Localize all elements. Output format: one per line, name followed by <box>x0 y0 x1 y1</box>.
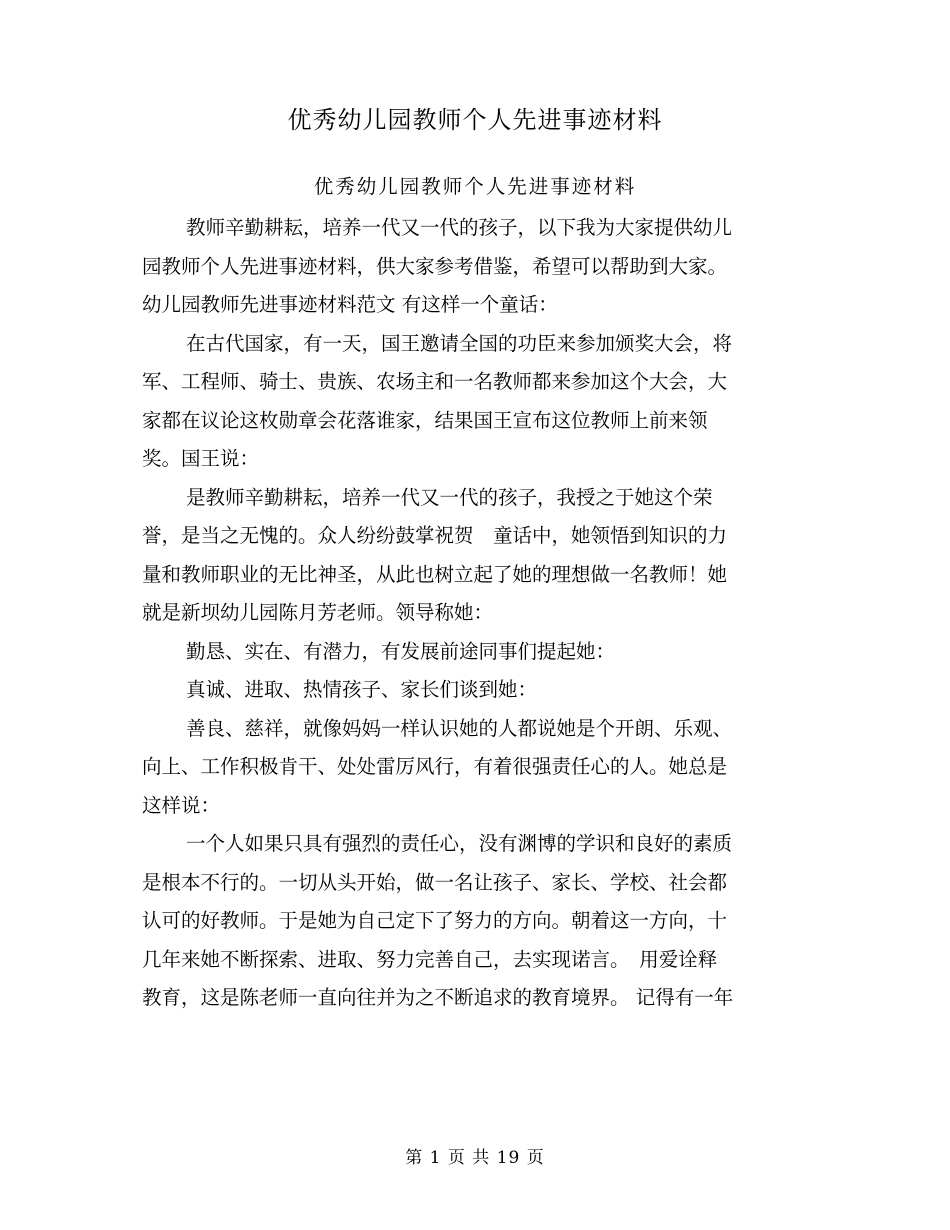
document-title: 优秀幼儿园教师个人先进事迹材料 <box>287 106 663 134</box>
body-line: 善良、慈祥，就像妈妈一样认识她的人都说她是个开朗、乐观、 <box>186 716 733 740</box>
body-line: 奖。国王说： <box>142 447 260 470</box>
page-footer: 第 1 页 共 19 页 <box>405 1148 545 1168</box>
body-line: 勤恳、实在、有潜力，有发展前途同事们提起她： <box>186 639 616 663</box>
body-line: 教师辛勤耕耘，培养一代又一代的孩子，以下我为大家提供幼儿 <box>186 216 733 239</box>
body-line: 量和教师职业的无比神圣，从此也树立起了她的理想做一名教师！她 <box>142 562 728 586</box>
body-line: 教育，这是陈老师一直向往并为之不断追求的教育境界。 记得有一年 <box>142 986 734 1009</box>
body-line: 就是新坝幼儿园陈月芳老师。领导称她： <box>142 601 494 624</box>
body-line: 在古代国家，有一天，国王邀请全国的功臣来参加颁奖大会，将 <box>186 331 733 355</box>
body-line: 誉，是当之无愧的。众人纷纷鼓掌祝贺 童话中，她领悟到知识的力 <box>142 524 728 547</box>
body-line: 几年来她不断探索、进取、努力完善自己，去实现诺言。 用爱诠释 <box>142 947 718 971</box>
body-line: 是教师辛勤耕耘，培养一代又一代的孩子，我授之于她这个荣 <box>186 485 713 509</box>
body-line: 军、工程师、骑士、贵族、农场主和一名教师都来参加这个大会，大 <box>142 370 728 393</box>
document-body <box>142 209 808 1018</box>
body-line: 家都在议论这枚勋章会花落谁家，结果国王宣布这位教师上前来领 <box>142 408 708 432</box>
body-line: 是根本不行的。一切从头开始，做一名让孩子、家长、学校、社会都 <box>142 870 728 894</box>
body-line: 园教师个人先进事迹材料，供大家参考借鉴，希望可以帮助到大家。 <box>142 254 728 278</box>
body-line: 向上、工作积极肯干、处处雷厉风行，有着很强责任心的人。她总是 <box>142 755 728 778</box>
body-line: 一个人如果只具有强烈的责任心，没有渊博的学识和良好的素质 <box>186 832 733 855</box>
document-subtitle: 优秀幼儿园教师个人先进事迹材料 <box>313 175 637 198</box>
body-line: 幼儿园教师先进事迹材料范文 有这样一个童话： <box>142 293 558 316</box>
body-line: 这样说： <box>142 793 221 817</box>
body-line: 认可的好教师。于是她为自己定下了努力的方向。朝着这一方向，十 <box>142 909 728 932</box>
body-line: 真诚、进取、热情孩子、家长们谈到她： <box>186 678 538 701</box>
